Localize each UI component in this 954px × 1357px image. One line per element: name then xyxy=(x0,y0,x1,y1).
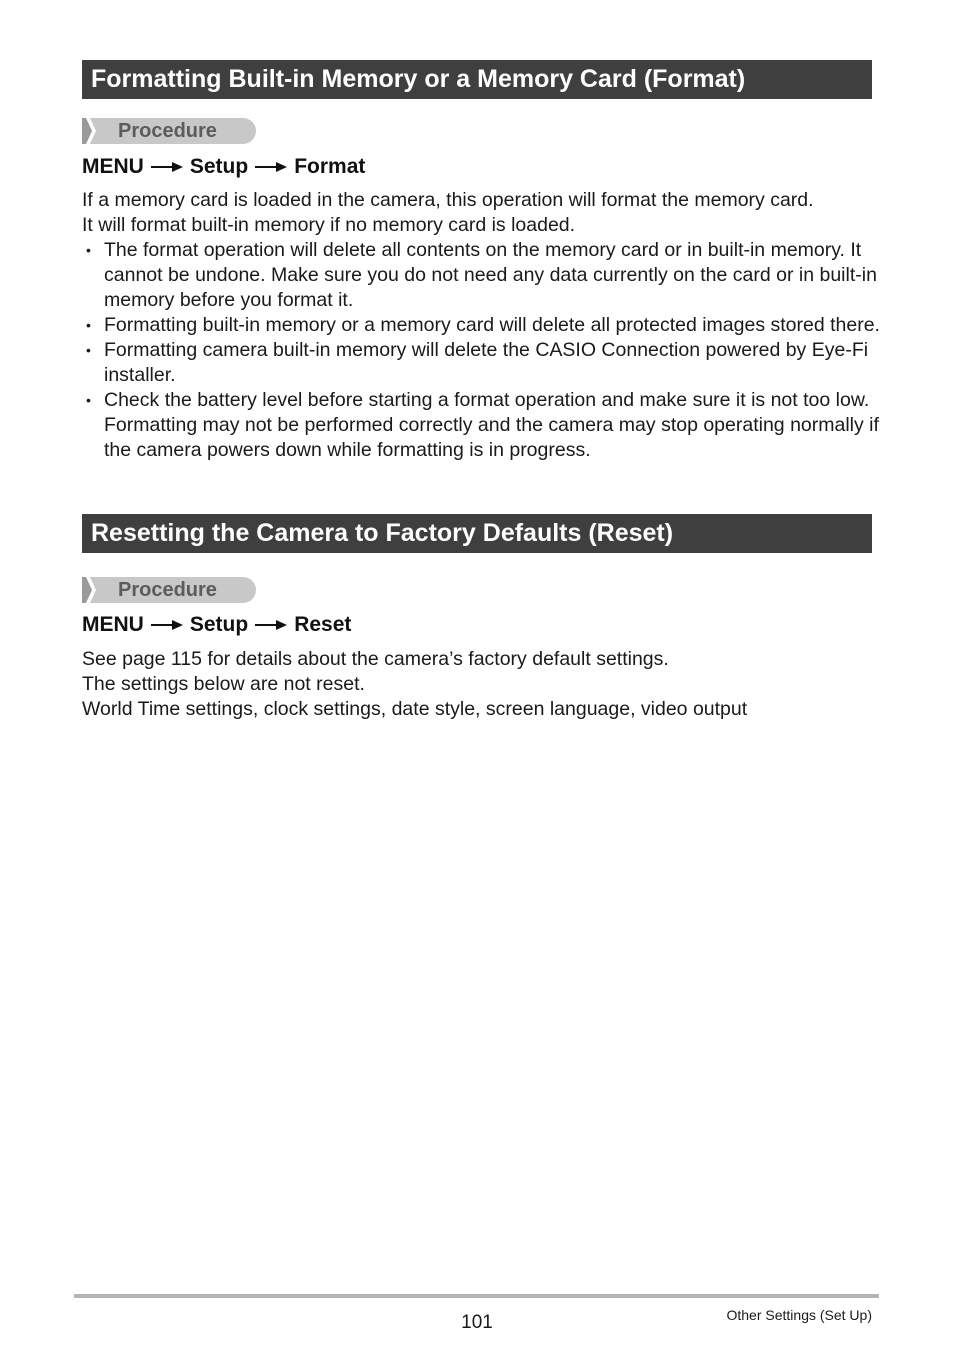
chapter-label: Other Settings (Set Up) xyxy=(726,1307,872,1323)
paragraph-line: If a memory card is loaded in the camera, this operation will format the memory card. xyxy=(82,189,814,211)
menu-path-step: Format xyxy=(294,155,366,178)
procedure-chevron-icon xyxy=(82,577,108,603)
procedure-label: Procedure xyxy=(118,579,217,601)
procedure-chevron-icon xyxy=(82,118,108,144)
arrow-right-icon xyxy=(150,161,184,173)
list-item: • Formatting built-in memory or a memory card will delete all protected images stored there. xyxy=(86,314,880,336)
format-notes-list xyxy=(82,238,882,463)
menu-path-format xyxy=(82,154,365,180)
page-number: 101 xyxy=(461,1312,493,1333)
menu-path-step: MENU xyxy=(82,155,144,178)
paragraph-line: It will format built-in memory if no memory card is loaded. xyxy=(82,214,576,236)
list-item: • Check the battery level before starting a format operation and make sure it is not too low. Formatting may not be performed correctly and the camera may stop operating normally if the camera powers down while formatting is in progress. xyxy=(86,389,879,461)
section-title-reset: Resetting the Camera to Factory Defaults (Reset) xyxy=(82,514,872,553)
format-description xyxy=(82,188,882,238)
procedure-badge xyxy=(82,118,256,144)
arrow-right-icon xyxy=(254,161,288,173)
paragraph-line: See page 115 for details about the camera’s factory default settings. xyxy=(82,648,669,670)
paragraph-line: The settings below are not reset. xyxy=(82,673,365,695)
arrow-right-icon xyxy=(254,619,288,631)
procedure-label: Procedure xyxy=(118,120,217,142)
section-title-format: Formatting Built-in Memory or a Memory Card (Format) xyxy=(82,60,872,99)
footer-divider xyxy=(74,1294,879,1298)
menu-path-step: Setup xyxy=(189,613,249,636)
paragraph-line: World Time settings, clock settings, date style, screen language, video output xyxy=(82,698,748,720)
menu-path-step: Reset xyxy=(294,613,352,636)
reset-description xyxy=(82,647,882,722)
menu-path-reset xyxy=(82,612,351,638)
menu-path-step: MENU xyxy=(82,613,144,636)
list-item: • Formatting camera built-in memory will delete the CASIO Connection powered by Eye-Fi installer. xyxy=(86,339,869,386)
arrow-right-icon xyxy=(150,619,184,631)
menu-path-step: Setup xyxy=(189,155,249,178)
procedure-badge xyxy=(82,577,256,603)
list-item: • The format operation will delete all contents on the memory card or in built-in memory. It cannot be undone. Make sure you do not need any data currently on the card or in built-in memory before you format it. xyxy=(86,239,877,311)
